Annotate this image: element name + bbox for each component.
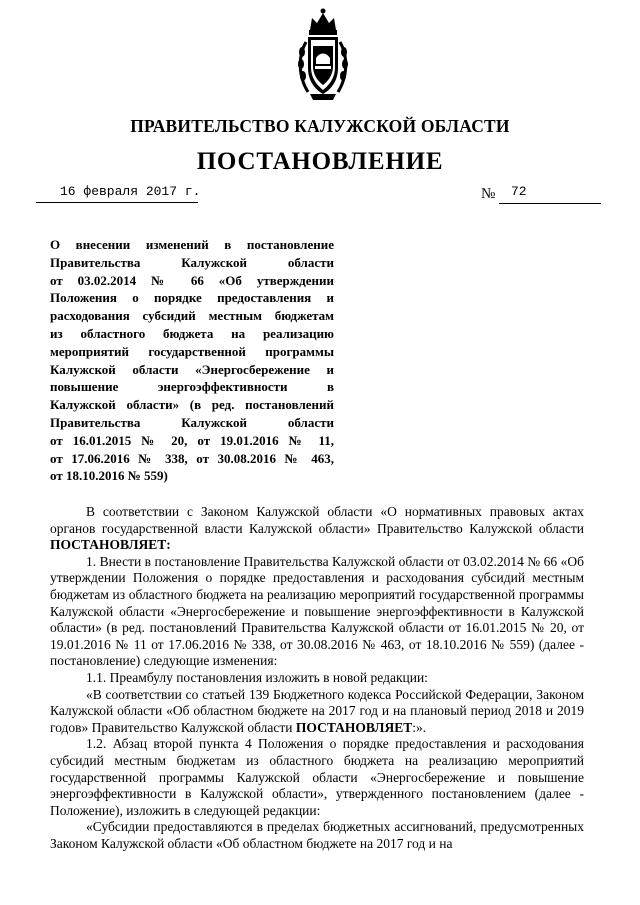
body-paragraph: «Субсидии предоставляются в пределах бюджетных ассигнований, предусмотренных Законом Калужской области «Об областном бюджете на 2017 год и на: [50, 819, 584, 851]
subject-line: О внесении изменений в постановление: [50, 237, 334, 252]
subject-line: повышение энергоэффективности в: [50, 379, 334, 395]
document-type: ПОСТАНОВЛЕНИЕ: [196, 148, 444, 175]
body-paragraph: 1. Внести в постановление Правительства Калужской области от 03.02.2014 № 66 «Об утверждении Положения о порядке предоставления и расходования субсидий местным бюджетам из областного бюджета на реализацию мероприятий государственной программы Калужской области «Энергосбережение и повышение энергоэффективности в Калужской области» (в ред. постановлений Правительства Калужской области от 16.01.2015 № 20, от 19.01.2016 № 11 от 17.06.2016 № 338, от 30.08.2016 № 463, от 18.10.2016 № 559) (далее - постановление) следующие изменения:: [50, 553, 584, 669]
document-date: 16 февраля 2017 г.: [60, 184, 201, 199]
subject-line: мероприятий государственной программы: [50, 343, 334, 359]
document-subject: [50, 236, 334, 485]
document-body: [50, 504, 584, 852]
subject-line: расходования субсидий местным бюджетам: [50, 308, 334, 324]
resolution-keyword: ПОСТАНОВЛЯЕТ:: [50, 537, 171, 553]
subject-line: Правительства Калужской области: [50, 414, 334, 430]
subject-line: Положения о порядке предоставления и: [50, 290, 334, 306]
coat-of-arms-emblem: [296, 6, 350, 104]
body-paragraph: 1.2. Абзац второй пункта 4 Положения о порядке предоставления и расходования субсидий местным бюджетам из областного бюджета на реализацию мероприятий государственной программы Калужской области «Энергосбережение и повышение энергоэффективности в Калужской области», утвержденного постановлением (далее - Положение), изложить в следующей редакции:: [50, 736, 584, 818]
document-number: 72: [511, 184, 527, 199]
number-sign: №: [481, 186, 496, 202]
government-name: ПРАВИТЕЛЬСТВО КАЛУЖСКОЙ ОБЛАСТИ: [130, 116, 510, 136]
body-paragraph: 1.1. Преамбулу постановления изложить в новой редакции:: [86, 669, 428, 685]
subject-line: из областного бюджета на реализацию: [50, 325, 334, 341]
subject-line: от 17.06.2016 № 338, от 30.08.2016 № 463,: [50, 450, 334, 466]
subject-line: Правительства Калужской области: [50, 254, 334, 270]
subject-line: от 03.02.2014 № 66 «Об утверждении: [50, 272, 334, 288]
body-paragraph: «В соответствии со статьей 139 Бюджетного кодекса Российской Федерации, Законом Калужской области «Об областном бюджете на 2017 год и на плановый период 2018 и 2019 годов» Правительство Калужской области ПОСТАНОВЛЯЕТ:».: [50, 686, 584, 735]
date-underline: [36, 202, 198, 203]
number-underline: [499, 203, 601, 204]
subject-line: от 18.10.2016 № 559): [50, 468, 168, 484]
subject-line: от 16.01.2015 № 20, от 19.01.2016 № 11,: [50, 432, 334, 448]
body-paragraph: В соответствии с Законом Калужской области «О нормативных правовых актах органов государственной власти Калужской области» Правительство Калужской области ПОСТАНОВЛЯЕТ:: [50, 504, 584, 553]
resolution-keyword: ПОСТАНОВЛЯЕТ: [295, 719, 413, 735]
subject-line: Калужской области» (в ред. постановлений: [50, 397, 334, 413]
subject-line: Калужской области «Энергосбережение и: [50, 361, 334, 377]
